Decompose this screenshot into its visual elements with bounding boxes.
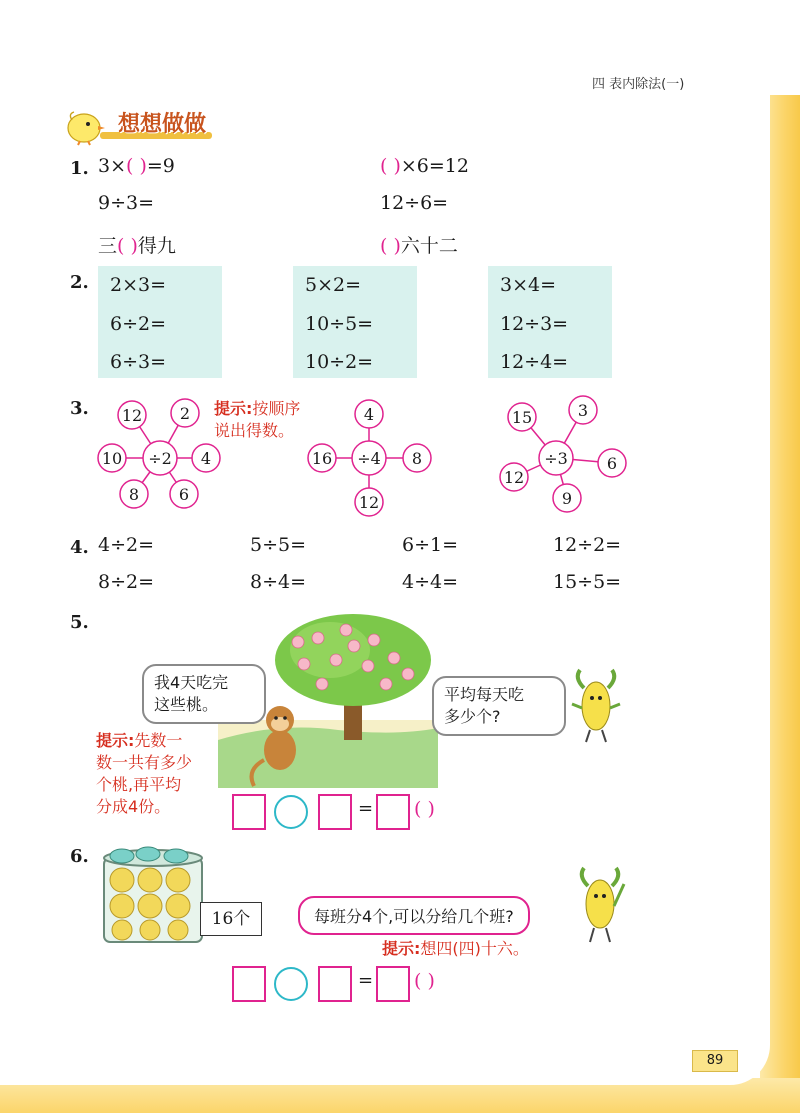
monkey-speech-bubble: 我4天吃完 这些桃。: [142, 664, 266, 724]
q2-item: 2×3=: [110, 274, 167, 296]
unit-paren[interactable]: ( ): [414, 970, 435, 992]
q5-number: 5.: [70, 612, 89, 633]
petal: 8: [128, 485, 140, 504]
q6-speech-bubble: 每班分4个,可以分给几个班?: [298, 896, 530, 935]
q4-item: 4÷4=: [402, 571, 459, 593]
q1-row1-left: 3×( )=9: [98, 155, 175, 177]
answer-box[interactable]: [376, 966, 410, 1002]
petal: 15: [511, 408, 533, 427]
corn-character-icon: [566, 668, 622, 744]
q2-item: 3×4=: [500, 274, 557, 296]
q1-row3-left: 三( )得九: [98, 235, 176, 257]
petal: 8: [411, 449, 423, 468]
q2-number: 2.: [70, 272, 89, 293]
q1-row2-left: 9÷3=: [98, 192, 155, 214]
q4-item: 12÷2=: [553, 534, 622, 556]
q4-item: 15÷5=: [553, 571, 622, 593]
petal: 9: [561, 489, 573, 508]
blank-paren[interactable]: ( ): [380, 155, 401, 177]
q3-flowers: [90, 390, 650, 520]
q3-hint: 提示:按顺序 说出得数。: [214, 399, 301, 440]
q4-item: 6÷1=: [402, 534, 459, 556]
page-number: 89: [692, 1050, 738, 1072]
ball-jar-icon: [98, 840, 208, 948]
chapter-header: 四 表内除法(一): [592, 77, 685, 92]
q6-hint: 提示:想四(四)十六。: [382, 939, 529, 958]
corn-character-icon: [572, 864, 626, 944]
blank-paren[interactable]: ( ): [117, 235, 138, 257]
q3-number: 3.: [70, 398, 89, 419]
answer-box[interactable]: [318, 794, 352, 830]
q2-item: 5×2=: [305, 274, 362, 296]
petal: 2: [179, 404, 191, 423]
q2-item: 6÷2=: [110, 313, 167, 335]
q2-item: 12÷4=: [500, 351, 569, 373]
equals-sign: =: [358, 798, 374, 819]
corn-speech-bubble: 平均每天吃 多少个?: [432, 676, 566, 736]
blank-paren[interactable]: ( ): [380, 235, 401, 257]
petal: 12: [121, 406, 143, 425]
blank-paren[interactable]: ( ): [126, 155, 147, 177]
petal: 10: [101, 449, 123, 468]
q2-item: 12÷3=: [500, 313, 569, 335]
q4-item: 5÷5=: [250, 534, 307, 556]
flower-center: ÷2: [148, 449, 172, 468]
petal: 4: [363, 405, 375, 424]
q6-number: 6.: [70, 846, 89, 867]
q2-item: 10÷5=: [305, 313, 374, 335]
q4-item: 8÷4=: [250, 571, 307, 593]
q4-number: 4.: [70, 537, 89, 558]
petal: 6: [606, 454, 618, 473]
petal: 4: [200, 449, 212, 468]
flower-center: ÷4: [357, 449, 381, 468]
answer-box[interactable]: [232, 794, 266, 830]
q2-item: 10÷2=: [305, 351, 374, 373]
operator-circle[interactable]: [274, 795, 308, 829]
q4-item: 4÷2=: [98, 534, 155, 556]
section-title: 想想做做: [118, 112, 207, 137]
petal: 12: [503, 468, 525, 487]
q1-number: 1.: [70, 158, 89, 179]
q1-row1-right: ( )×6=12: [380, 155, 469, 177]
count-label: 16个: [200, 902, 262, 936]
equals-sign: =: [358, 970, 374, 991]
answer-box[interactable]: [232, 966, 266, 1002]
petal: 3: [577, 401, 589, 420]
petal: 12: [358, 493, 380, 512]
q1-row3-right: ( )六十二: [380, 235, 458, 257]
unit-paren[interactable]: ( ): [414, 798, 435, 820]
answer-box[interactable]: [318, 966, 352, 1002]
q5-hint: 提示:先数一 数一共有多少 个桃,再平均 分成4份。: [96, 731, 193, 816]
q1-row2-right: 12÷6=: [380, 192, 449, 214]
flower-center: ÷3: [544, 449, 568, 468]
operator-circle[interactable]: [274, 967, 308, 1001]
answer-box[interactable]: [376, 794, 410, 830]
chick-icon: [62, 106, 106, 146]
q2-item: 6÷3=: [110, 351, 167, 373]
petal: 16: [311, 449, 333, 468]
q4-item: 8÷2=: [98, 571, 155, 593]
petal: 6: [178, 485, 190, 504]
